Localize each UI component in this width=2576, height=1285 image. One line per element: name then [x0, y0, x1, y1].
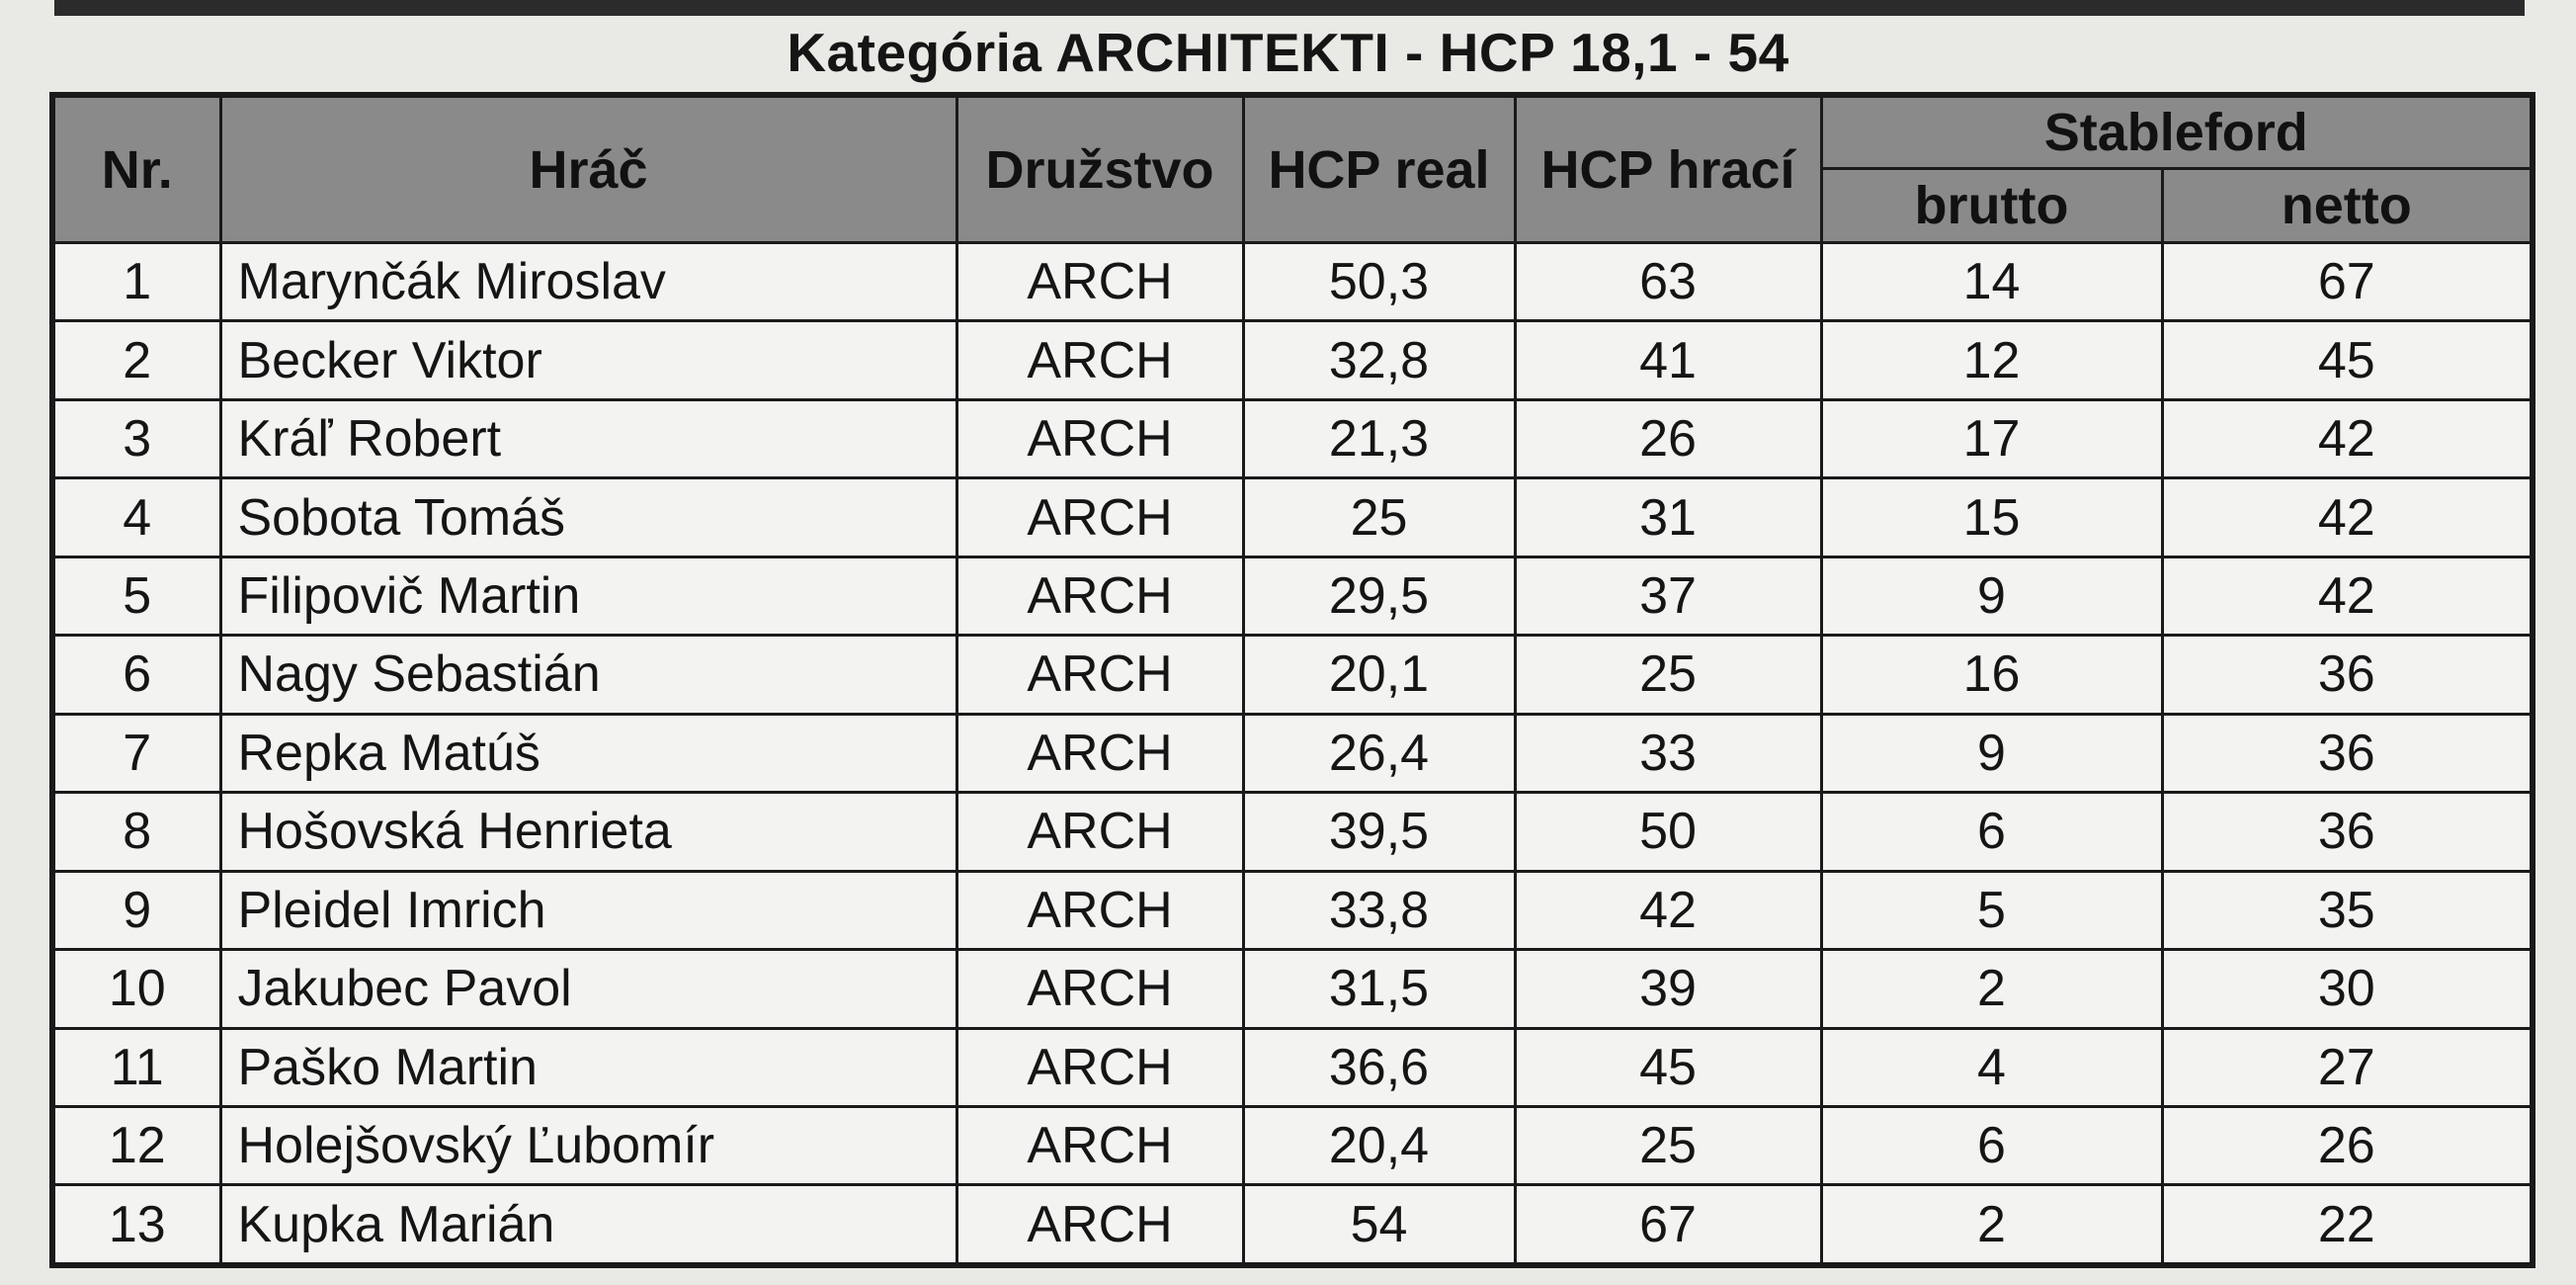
table-row	[52, 243, 2533, 321]
cell-player: Repka Matúš	[220, 714, 956, 792]
cell-nr: 7	[52, 714, 220, 792]
table-row	[52, 1028, 2533, 1106]
cell-hcp-playing: 50	[1515, 793, 1821, 871]
cell-netto: 42	[2162, 557, 2533, 635]
cell-brutto: 15	[1821, 478, 2162, 557]
cell-netto: 42	[2162, 478, 2533, 557]
cell-netto: 22	[2162, 1185, 2533, 1265]
header-row	[52, 95, 2533, 169]
cell-hcp-real: 20,1	[1243, 636, 1515, 714]
cell-team: ARCH	[956, 1185, 1243, 1265]
cell-hcp-real: 50,3	[1243, 243, 1515, 321]
cell-hcp-real: 29,5	[1243, 557, 1515, 635]
cell-hcp-playing: 33	[1515, 714, 1821, 792]
cell-netto: 35	[2162, 871, 2533, 949]
cell-netto: 36	[2162, 714, 2533, 792]
cell-netto: 30	[2162, 950, 2533, 1028]
cell-netto: 27	[2162, 1028, 2533, 1106]
cell-team: ARCH	[956, 636, 1243, 714]
cell-player: Kupka Marián	[220, 1185, 956, 1265]
cell-hcp-playing: 41	[1515, 321, 1821, 399]
cell-player: Holejšovský Ľubomír	[220, 1106, 956, 1184]
header-netto: netto	[2162, 169, 2533, 243]
cell-hcp-real: 39,5	[1243, 793, 1515, 871]
header-hcp-real: HCP real	[1243, 95, 1515, 243]
table-row	[52, 478, 2533, 557]
cell-team: ARCH	[956, 1106, 1243, 1184]
table-row	[52, 557, 2533, 635]
table-body	[52, 243, 2533, 1266]
table-row	[52, 1185, 2533, 1265]
cell-brutto: 16	[1821, 636, 2162, 714]
header-nr: Nr.	[52, 95, 220, 243]
results-table	[49, 92, 2535, 1268]
table-row	[52, 950, 2533, 1028]
table-row	[52, 793, 2533, 871]
cell-player: Sobota Tomáš	[220, 478, 956, 557]
cell-hcp-real: 33,8	[1243, 871, 1515, 949]
cell-brutto: 9	[1821, 714, 2162, 792]
cell-team: ARCH	[956, 871, 1243, 949]
cell-hcp-playing: 37	[1515, 557, 1821, 635]
cell-team: ARCH	[956, 714, 1243, 792]
cell-brutto: 2	[1821, 1185, 2162, 1265]
cell-nr: 4	[52, 478, 220, 557]
cell-hcp-playing: 63	[1515, 243, 1821, 321]
cell-hcp-playing: 25	[1515, 1106, 1821, 1184]
cell-nr: 8	[52, 793, 220, 871]
cell-netto: 36	[2162, 793, 2533, 871]
cell-hcp-real: 54	[1243, 1185, 1515, 1265]
cell-player: Pleidel Imrich	[220, 871, 956, 949]
cell-brutto: 4	[1821, 1028, 2162, 1106]
cell-hcp-playing: 39	[1515, 950, 1821, 1028]
cell-brutto: 17	[1821, 399, 2162, 477]
table-row	[52, 714, 2533, 792]
cell-team: ARCH	[956, 793, 1243, 871]
header-stableford: Stableford	[1821, 95, 2533, 169]
table-row	[52, 321, 2533, 399]
cell-player: Paško Martin	[220, 1028, 956, 1106]
cell-netto: 67	[2162, 243, 2533, 321]
cell-hcp-real: 21,3	[1243, 399, 1515, 477]
cell-hcp-real: 26,4	[1243, 714, 1515, 792]
cell-team: ARCH	[956, 1028, 1243, 1106]
cell-brutto: 6	[1821, 1106, 2162, 1184]
cell-brutto: 2	[1821, 950, 2162, 1028]
header-team: Družstvo	[956, 95, 1243, 243]
cell-player: Jakubec Pavol	[220, 950, 956, 1028]
cell-netto: 42	[2162, 399, 2533, 477]
cell-nr: 2	[52, 321, 220, 399]
header-player: Hráč	[220, 95, 956, 243]
cell-nr: 13	[52, 1185, 220, 1265]
table-row	[52, 399, 2533, 477]
cell-player: Marynčák Miroslav	[220, 243, 956, 321]
cell-hcp-real: 36,6	[1243, 1028, 1515, 1106]
cell-nr: 10	[52, 950, 220, 1028]
page-title: Kategória ARCHITEKTI - HCP 18,1 - 54	[787, 22, 1789, 83]
cell-nr: 11	[52, 1028, 220, 1106]
cell-hcp-real: 32,8	[1243, 321, 1515, 399]
cell-nr: 12	[52, 1106, 220, 1184]
cell-nr: 5	[52, 557, 220, 635]
cell-team: ARCH	[956, 557, 1243, 635]
cell-brutto: 9	[1821, 557, 2162, 635]
top-rule	[54, 0, 2525, 16]
cell-nr: 9	[52, 871, 220, 949]
cell-netto: 26	[2162, 1106, 2533, 1184]
cell-player: Becker Viktor	[220, 321, 956, 399]
cell-team: ARCH	[956, 321, 1243, 399]
cell-team: ARCH	[956, 478, 1243, 557]
cell-nr: 3	[52, 399, 220, 477]
table-row	[52, 636, 2533, 714]
cell-hcp-playing: 42	[1515, 871, 1821, 949]
cell-team: ARCH	[956, 243, 1243, 321]
header-hcp-playing: HCP hrací	[1515, 95, 1821, 243]
cell-hcp-playing: 26	[1515, 399, 1821, 477]
cell-hcp-real: 25	[1243, 478, 1515, 557]
header-brutto: brutto	[1821, 169, 2162, 243]
cell-netto: 45	[2162, 321, 2533, 399]
cell-team: ARCH	[956, 399, 1243, 477]
cell-hcp-real: 31,5	[1243, 950, 1515, 1028]
cell-brutto: 14	[1821, 243, 2162, 321]
cell-nr: 6	[52, 636, 220, 714]
cell-player: Kráľ Robert	[220, 399, 956, 477]
cell-nr: 1	[52, 243, 220, 321]
table-row	[52, 1106, 2533, 1184]
cell-hcp-playing: 45	[1515, 1028, 1821, 1106]
cell-team: ARCH	[956, 950, 1243, 1028]
cell-player: Nagy Sebastián	[220, 636, 956, 714]
cell-hcp-playing: 25	[1515, 636, 1821, 714]
cell-player: Hošovská Henrieta	[220, 793, 956, 871]
cell-hcp-playing: 67	[1515, 1185, 1821, 1265]
table-row	[52, 871, 2533, 949]
cell-brutto: 5	[1821, 871, 2162, 949]
cell-netto: 36	[2162, 636, 2533, 714]
cell-hcp-real: 20,4	[1243, 1106, 1515, 1184]
cell-brutto: 6	[1821, 793, 2162, 871]
cell-player: Filipovič Martin	[220, 557, 956, 635]
cell-brutto: 12	[1821, 321, 2162, 399]
cell-hcp-playing: 31	[1515, 478, 1821, 557]
